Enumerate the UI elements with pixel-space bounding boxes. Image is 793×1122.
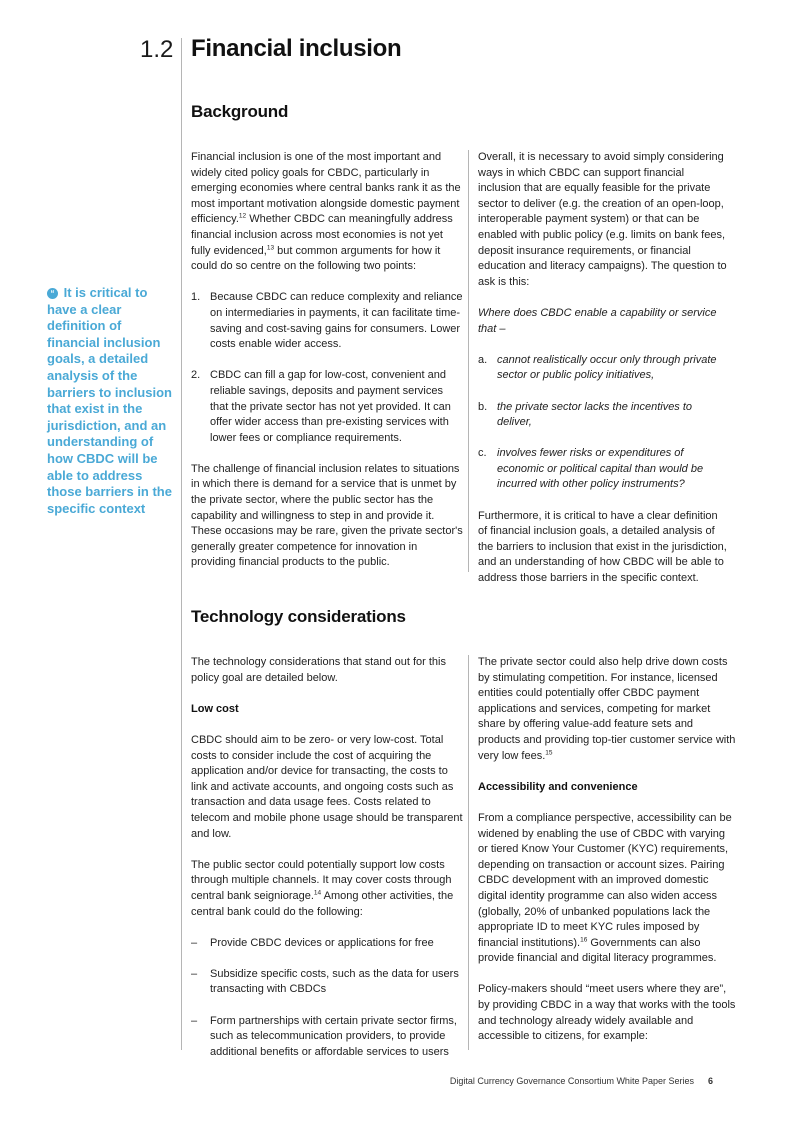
footer-series-title: Digital Currency Governance Consortium White Paper Series bbox=[449, 1076, 694, 1086]
footnote-ref[interactable]: 14 bbox=[313, 889, 322, 897]
background-challenge-paragraph: The challenge of financial inclusion relates to situations in which there is demand for a service that is unmet by the private sector, where the public sector has the capability and willingness to step in and provide it. These occasions may be rare, given the private sector's generally greater competence for innovation in providing financial products to the public. bbox=[191, 462, 463, 569]
background-intro-paragraph: Financial inclusion is one of the most important and widely cited policy goals for CBDC, particularly in emerging economies where central banks rank it as the most important motivation alongside domestic payment efficiency.$^{12}$ Whether CBDC can meaningfully address financial inclusion across most economies is not yet fully evidenced,$^{13}$ but common arguments for how it could do so centre on the following two points: bbox=[191, 151, 461, 273]
section-number: 1.2 bbox=[140, 36, 174, 63]
list-item: b. the private sector lacks the incentives to deliver, bbox=[478, 400, 693, 429]
background-column-divider bbox=[468, 150, 469, 572]
footnote-ref[interactable]: 13 bbox=[266, 243, 275, 251]
technology-intro-paragraph: The technology considerations that stand out for this policy goal are detailed below. bbox=[191, 656, 446, 684]
list-item: – Form partnerships with certain private sector firms, such as telecommunication providers, to provide additional benefits or affordable services to users bbox=[191, 1014, 457, 1058]
pull-quote bbox=[47, 285, 175, 517]
quote-icon: “ bbox=[47, 288, 58, 299]
list-item: 1. Because CBDC can reduce complexity and reliance on intermediaries in payments, it can facilitate time-saving and cost-saving gains for consumers. Lower costs enable wider access. bbox=[191, 291, 463, 351]
list-item: 2. CBDC can fill a gap for low-cost, convenient and reliable savings, deposits and payment services that the private sector has not yet provided. It can offer wider access than pre-existing services with lower fees or compliance requirements. bbox=[191, 369, 451, 444]
list-item: – Subsidize specific costs, such as the data for users transacting with CBDCs bbox=[191, 967, 459, 996]
private-sector-paragraph: The private sector could also help drive down costs by stimulating competition. For instance, licensed entities could potentially offer CBDC payment applications and services, competing for market share by offering value-add feature sets and products and providing top-tier customer service with very low fees.$^{15}$ bbox=[478, 656, 736, 762]
subheading-accessibility: Accessibility and convenience bbox=[478, 780, 638, 793]
technology-left-column bbox=[191, 655, 463, 1060]
question-paragraph: Where does CBDC enable a capability or service that – bbox=[478, 306, 717, 335]
footnote-ref[interactable]: 15 bbox=[545, 748, 553, 756]
background-right-column bbox=[478, 150, 728, 587]
policy-makers-paragraph: Policy-makers should “meet users where they are”, by providing CBDC in a way that works with the tools and technology already widely available and accessible to citizens, for example: bbox=[478, 983, 736, 1043]
footnote-ref[interactable]: 16 bbox=[580, 936, 588, 944]
background-furthermore-paragraph: Furthermore, it is critical to have a clear definition of financial inclusion goals, a detailed analysis of the barriers to inclusion that exist in the jurisdiction, and an understanding of how CBDC will be able to address those barriers in the specific context. bbox=[478, 509, 727, 585]
low-cost-paragraph: CBDC should aim to be zero- or very low-cost. Total costs to consider include the cost of acquiring the application and/or device for transacting, the costs to link and activate accounts, and ongoing costs such as transaction and data usage fees. Costs related to telecom and mobile phone usage should be transparent and low. bbox=[191, 733, 463, 840]
technology-column-divider bbox=[468, 655, 469, 1050]
compliance-paragraph: From a compliance perspective, accessibility can be widened by enabling the use of CBDC with varying or tiered Know Your Customer (KYC) requirements, depending on transaction or account sizes. Pairing CBDC development with an improved domestic digital identity programme can also widen access (globally, 20% of unbanked populations lack the appropriate ID to meet KYC rules imposed by financial institutions).$^{16}$ Governments can also provide financial and digital literacy programmes. bbox=[478, 811, 732, 965]
list-item: c. involves fewer risks or expenditures of economic or political capital than would be incurred with other policy instruments? bbox=[478, 447, 704, 491]
list-item: – Provide CBDC devices or applications for free bbox=[191, 936, 434, 949]
pull-quote-text: It is critical to have a clear definition of financial inclusion goals, a detailed analysis of the barriers to inclusion that exist in the jurisdiction, and an understanding of how CBDC will be able to address those barriers in the specific context bbox=[47, 285, 172, 516]
page-title: Financial inclusion bbox=[191, 35, 402, 62]
list-item: a. cannot realistically occur only through private sector or public policy initiatives, bbox=[478, 353, 717, 382]
subheading-low-cost: Low cost bbox=[191, 702, 239, 715]
background-overall-paragraph: Overall, it is necessary to avoid simply considering ways in which CBDC can support financial inclusion that are equally feasible for the private sector to deliver (e.g. the creation of an open-loop, interoperable payment system) or that can be enabled with public policy (e.g. limits on bank fees, deposit insurance requirements, or financial education and literacy campaigns). The question to ask is this: bbox=[478, 151, 727, 288]
background-heading: Background bbox=[191, 102, 289, 121]
page-number: 6 bbox=[707, 1076, 713, 1086]
technology-heading: Technology considerations bbox=[191, 607, 406, 626]
public-sector-paragraph: The public sector could potentially support low costs through multiple channels. It may cover costs through central bank seigniorage.$^{14}$ Among other activities, the central bank could do the following: bbox=[191, 858, 454, 918]
technology-right-column bbox=[478, 655, 736, 1045]
background-left-column bbox=[191, 150, 463, 571]
footnote-ref[interactable]: 12 bbox=[238, 212, 247, 220]
page-footer bbox=[450, 1076, 713, 1086]
section-divider-line bbox=[181, 38, 182, 1050]
